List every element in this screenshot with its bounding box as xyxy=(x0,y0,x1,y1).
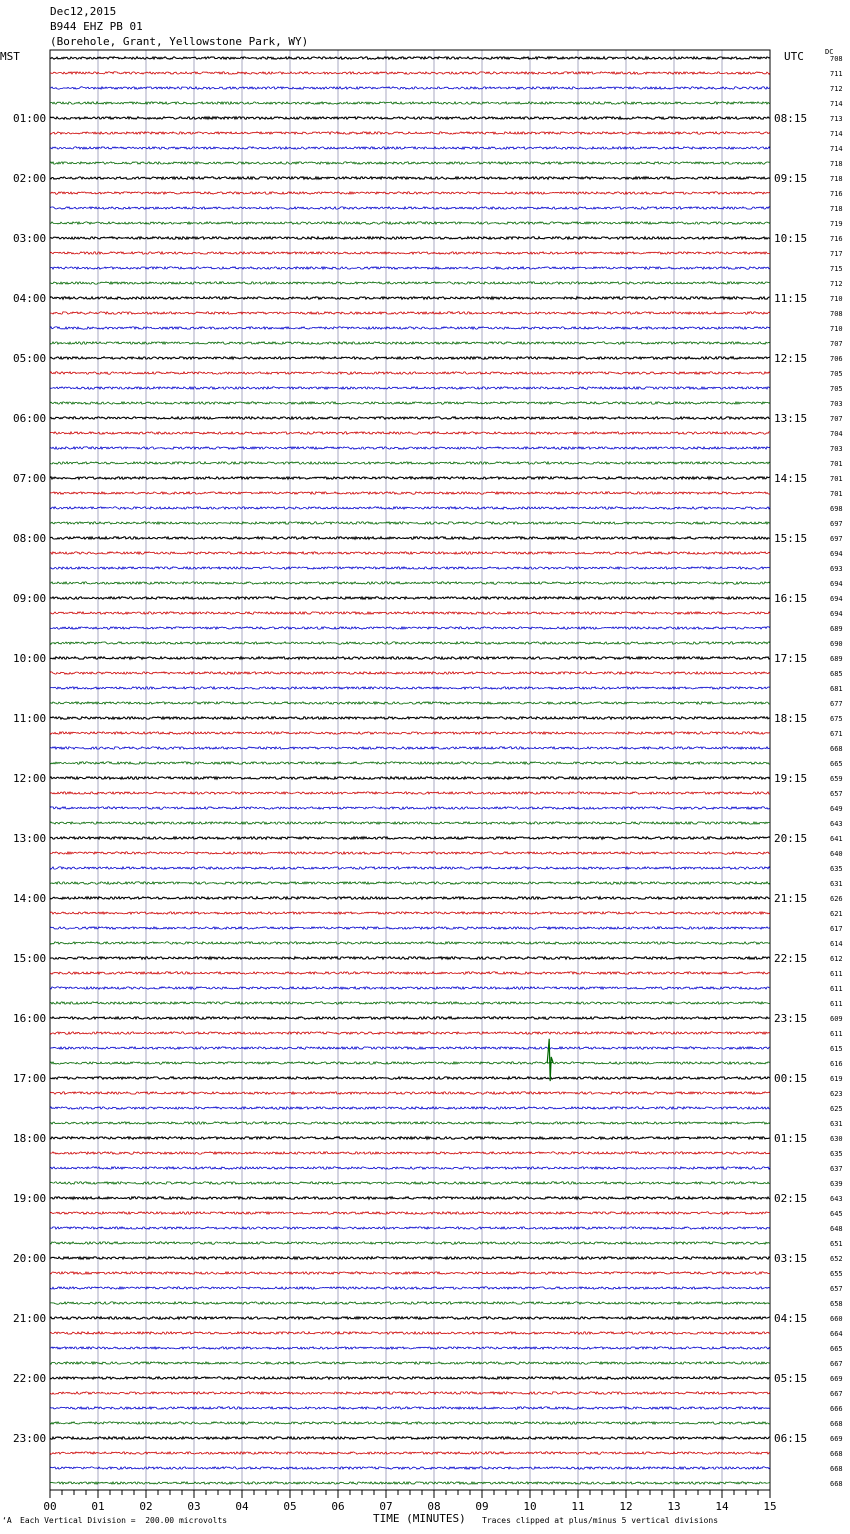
trace-line xyxy=(50,582,770,584)
time-axis-tick-label: 12 xyxy=(619,1500,633,1513)
dc-value-label: 698 xyxy=(830,505,843,513)
trace-line xyxy=(50,732,770,734)
right-hour-label: 12:15 xyxy=(774,352,808,365)
right-timezone-label: UTC xyxy=(784,50,804,63)
trace-line xyxy=(50,1467,770,1469)
dc-value-label: 655 xyxy=(830,1270,843,1278)
right-hour-label: 11:15 xyxy=(774,292,808,305)
left-hour-label: 21:00 xyxy=(13,1312,47,1325)
right-hour-label: 10:15 xyxy=(774,232,808,245)
dc-value-label: 611 xyxy=(830,985,843,993)
dc-value-label: 712 xyxy=(830,280,843,288)
dc-value-label: 657 xyxy=(830,1285,843,1293)
dc-value-label: 716 xyxy=(830,235,843,243)
time-axis-tick-label: 06 xyxy=(331,1500,345,1513)
left-hour-label: 19:00 xyxy=(13,1192,47,1205)
dc-value-label: 631 xyxy=(830,1120,843,1128)
time-axis-tick-label: 02 xyxy=(139,1500,153,1513)
chart-date: Dec12,2015 xyxy=(50,5,117,18)
dc-value-label: 621 xyxy=(830,910,843,918)
trace-line xyxy=(50,1377,770,1379)
left-timezone-label: MST xyxy=(0,50,20,63)
trace-line xyxy=(50,672,770,674)
dc-value-label: 701 xyxy=(830,460,843,468)
trace-line xyxy=(50,132,770,134)
trace-line xyxy=(50,822,770,824)
x-axis-title: TIME (MINUTES) xyxy=(373,1512,466,1525)
trace-line xyxy=(50,462,770,464)
seismic-traces xyxy=(50,57,770,1484)
dc-value-label: 711 xyxy=(830,70,843,78)
right-hour-label: 21:15 xyxy=(774,892,808,905)
trace-line xyxy=(50,1347,770,1349)
time-axis-tick-label: 13 xyxy=(667,1500,681,1513)
left-hour-label: 07:00 xyxy=(13,472,47,485)
right-hour-label: 08:15 xyxy=(774,112,808,125)
dc-value-label: 693 xyxy=(830,565,843,573)
dc-value-label: 635 xyxy=(830,865,843,873)
trace-line xyxy=(50,222,770,224)
dc-value-label: 626 xyxy=(830,895,843,903)
trace-line xyxy=(50,72,770,74)
dc-value-label: 694 xyxy=(830,610,843,618)
trace-line xyxy=(50,972,770,974)
trace-line xyxy=(50,57,770,59)
dc-value-label: 707 xyxy=(830,340,843,348)
trace-line xyxy=(50,957,770,959)
right-hour-label: 06:15 xyxy=(774,1432,808,1445)
trace-line xyxy=(50,342,770,344)
left-hour-label: 22:00 xyxy=(13,1372,47,1385)
left-hour-label: 20:00 xyxy=(13,1252,47,1265)
trace-line xyxy=(50,447,770,449)
dc-value-label: 708 xyxy=(830,310,843,318)
dc-value-label: 701 xyxy=(830,490,843,498)
trace-line xyxy=(50,417,770,419)
seismic-event-spike xyxy=(547,1039,553,1081)
left-hour-label: 15:00 xyxy=(13,952,47,965)
trace-line xyxy=(50,897,770,899)
dc-value-label: 712 xyxy=(830,85,843,93)
trace-line xyxy=(50,162,770,164)
dc-value-label: 657 xyxy=(830,790,843,798)
dc-value-label: 643 xyxy=(830,820,843,828)
right-hour-label: 05:15 xyxy=(774,1372,808,1385)
left-hour-label: 17:00 xyxy=(13,1072,47,1085)
dc-value-label: 616 xyxy=(830,1060,843,1068)
left-hour-label: 23:00 xyxy=(13,1432,47,1445)
trace-line xyxy=(50,717,770,719)
trace-line xyxy=(50,312,770,314)
dc-value-label: 671 xyxy=(830,730,843,738)
time-axis-tick-label: 05 xyxy=(283,1500,297,1513)
time-axis xyxy=(43,1490,776,1513)
right-hour-label: 00:15 xyxy=(774,1072,808,1085)
dc-value-label: 668 xyxy=(830,1420,843,1428)
trace-line xyxy=(50,477,770,479)
right-hour-label: 22:15 xyxy=(774,952,808,965)
trace-line xyxy=(50,1197,770,1199)
right-hour-label: 20:15 xyxy=(774,832,808,845)
trace-line xyxy=(50,597,770,599)
trace-line xyxy=(50,702,770,704)
trace-line xyxy=(50,1017,770,1019)
dc-value-label: 681 xyxy=(830,685,843,693)
trace-line xyxy=(50,507,770,509)
dc-value-label: 669 xyxy=(830,1435,843,1443)
dc-value-label: 701 xyxy=(830,475,843,483)
dc-value-label: 637 xyxy=(830,1165,843,1173)
trace-line xyxy=(50,537,770,539)
trace-line xyxy=(50,297,770,299)
dc-value-label: 614 xyxy=(830,940,843,948)
clip-note: Traces clipped at plus/minus 5 vertical divisions xyxy=(482,1516,719,1525)
dc-value-label: 617 xyxy=(830,925,843,933)
trace-line xyxy=(50,852,770,854)
trace-line xyxy=(50,1092,770,1094)
trace-line xyxy=(50,1137,770,1139)
dc-value-label: 705 xyxy=(830,385,843,393)
dc-value-label: 675 xyxy=(830,715,843,723)
trace-line xyxy=(50,747,770,749)
dc-value-label: 611 xyxy=(830,1000,843,1008)
dc-value-label: 704 xyxy=(830,430,843,438)
right-hour-label: 15:15 xyxy=(774,532,808,545)
trace-line xyxy=(50,567,770,569)
dc-value-label: 719 xyxy=(830,220,843,228)
dc-value-label: 717 xyxy=(830,250,843,258)
trace-line xyxy=(50,282,770,284)
dc-value-label: 666 xyxy=(830,1405,843,1413)
dc-value-label: 706 xyxy=(830,355,843,363)
dc-value-label: 611 xyxy=(830,1030,843,1038)
dc-value-label: 658 xyxy=(830,1300,843,1308)
dc-value-label: 685 xyxy=(830,670,843,678)
trace-line xyxy=(50,102,770,104)
dc-value-label: 630 xyxy=(830,1135,843,1143)
right-hour-label: 14:15 xyxy=(774,472,808,485)
dc-value-label: 713 xyxy=(830,115,843,123)
dc-value-label: 659 xyxy=(830,775,843,783)
trace-line xyxy=(50,1062,770,1064)
dc-value-label: 660 xyxy=(830,1315,843,1323)
right-hour-label: 01:15 xyxy=(774,1132,808,1145)
dc-value-label: 649 xyxy=(830,805,843,813)
trace-line xyxy=(50,372,770,374)
dc-value-label: 689 xyxy=(830,655,843,663)
dc-value-label: 689 xyxy=(830,625,843,633)
vertical-scale-note: Each Vertical Division = 200.00 microvolts xyxy=(20,1516,228,1525)
dc-value-label: 615 xyxy=(830,1045,843,1053)
trace-line xyxy=(50,327,770,329)
right-hour-label: 02:15 xyxy=(774,1192,808,1205)
dc-value-label: 707 xyxy=(830,415,843,423)
trace-line xyxy=(50,252,770,254)
right-hour-label: 09:15 xyxy=(774,172,808,185)
trace-line xyxy=(50,1242,770,1244)
left-hour-label: 13:00 xyxy=(13,832,47,845)
trace-line xyxy=(50,642,770,644)
time-axis-tick-label: 09 xyxy=(475,1500,489,1513)
left-hour-label: 06:00 xyxy=(13,412,47,425)
dc-value-label: 643 xyxy=(830,1195,843,1203)
dc-value-label: 641 xyxy=(830,835,843,843)
trace-line xyxy=(50,1077,770,1079)
trace-line xyxy=(50,627,770,629)
trace-line xyxy=(50,357,770,359)
trace-line xyxy=(50,912,770,914)
dc-value-label: 703 xyxy=(830,445,843,453)
trace-line xyxy=(50,1407,770,1409)
left-hour-label: 04:00 xyxy=(13,292,47,305)
dc-value-label: 668 xyxy=(830,745,843,753)
trace-line xyxy=(50,1422,770,1424)
trace-line xyxy=(50,1047,770,1049)
dc-value-label: 714 xyxy=(830,130,843,138)
left-hour-label: 16:00 xyxy=(13,1012,47,1025)
dc-value-label: 609 xyxy=(830,1015,843,1023)
trace-line xyxy=(50,492,770,494)
dc-value-label: 690 xyxy=(830,640,843,648)
right-hour-label: 18:15 xyxy=(774,712,808,725)
trace-line xyxy=(50,1167,770,1169)
dc-value-label: 710 xyxy=(830,325,843,333)
trace-line xyxy=(50,1002,770,1004)
left-hour-label: 03:00 xyxy=(13,232,47,245)
dc-value-label: 639 xyxy=(830,1180,843,1188)
trace-line xyxy=(50,762,770,764)
trace-line xyxy=(50,1212,770,1214)
dc-value-label: 714 xyxy=(830,100,843,108)
trace-line xyxy=(50,1452,770,1454)
dc-value-label: 669 xyxy=(830,1375,843,1383)
dc-value-label: 667 xyxy=(830,1360,843,1368)
trace-line xyxy=(50,987,770,989)
trace-line xyxy=(50,867,770,869)
dc-value-label: 718 xyxy=(830,160,843,168)
trace-line xyxy=(50,1392,770,1394)
trace-line xyxy=(50,1302,770,1304)
dc-value-label: 665 xyxy=(830,760,843,768)
dc-value-label: 714 xyxy=(830,145,843,153)
trace-line xyxy=(50,402,770,404)
dc-value-label: 708 xyxy=(830,55,843,63)
time-axis-tick-label: 04 xyxy=(235,1500,249,1513)
trace-line xyxy=(50,237,770,239)
time-axis-tick-label: 08 xyxy=(427,1500,441,1513)
dc-value-label: 694 xyxy=(830,595,843,603)
dc-value-label: 715 xyxy=(830,265,843,273)
trace-line xyxy=(50,1362,770,1364)
left-hour-label: 09:00 xyxy=(13,592,47,605)
dc-value-label: 668 xyxy=(830,1480,843,1488)
trace-line xyxy=(50,387,770,389)
dc-value-label: 703 xyxy=(830,400,843,408)
trace-line xyxy=(50,657,770,659)
dc-value-label: 635 xyxy=(830,1150,843,1158)
trace-line xyxy=(50,267,770,269)
dc-value-label: 677 xyxy=(830,700,843,708)
time-axis-tick-label: 01 xyxy=(91,1500,105,1513)
left-hour-label: 10:00 xyxy=(13,652,47,665)
dc-value-label: 623 xyxy=(830,1090,843,1098)
trace-line xyxy=(50,117,770,119)
trace-line xyxy=(50,1272,770,1274)
trace-line xyxy=(50,1122,770,1124)
trace-line xyxy=(50,927,770,929)
dc-value-label: 694 xyxy=(830,580,843,588)
dc-value-label: 694 xyxy=(830,550,843,558)
left-hour-label: 18:00 xyxy=(13,1132,47,1145)
trace-line xyxy=(50,807,770,809)
dc-value-label: 710 xyxy=(830,295,843,303)
trace-line xyxy=(50,1182,770,1184)
time-axis-tick-label: 10 xyxy=(523,1500,537,1513)
dc-value-label: 718 xyxy=(830,205,843,213)
trace-line xyxy=(50,522,770,524)
time-axis-tick-label: 07 xyxy=(379,1500,393,1513)
trace-line xyxy=(50,1107,770,1109)
dc-value-label: 668 xyxy=(830,1465,843,1473)
right-hour-label: 19:15 xyxy=(774,772,808,785)
trace-line xyxy=(50,1317,770,1319)
time-axis-tick-label: 14 xyxy=(715,1500,729,1513)
left-hour-label: 08:00 xyxy=(13,532,47,545)
trace-line xyxy=(50,1437,770,1439)
time-axis-tick-label: 11 xyxy=(571,1500,585,1513)
right-hour-label: 16:15 xyxy=(774,592,808,605)
left-hour-label: 05:00 xyxy=(13,352,47,365)
dc-value-label: 651 xyxy=(830,1240,843,1248)
dc-value-label: 640 xyxy=(830,850,843,858)
trace-line xyxy=(50,192,770,194)
right-hour-label: 23:15 xyxy=(774,1012,808,1025)
dc-column-label: DC xyxy=(825,48,834,56)
right-hour-label: 17:15 xyxy=(774,652,808,665)
time-axis-tick-label: 00 xyxy=(43,1500,57,1513)
left-hour-label: 01:00 xyxy=(13,112,47,125)
dc-value-label: 625 xyxy=(830,1105,843,1113)
dc-value-label: 668 xyxy=(830,1450,843,1458)
dc-value-label: 718 xyxy=(830,175,843,183)
left-hour-label: 12:00 xyxy=(13,772,47,785)
left-hour-label: 11:00 xyxy=(13,712,47,725)
right-hour-label: 04:15 xyxy=(774,1312,808,1325)
trace-line xyxy=(50,177,770,179)
trace-line xyxy=(50,87,770,89)
right-hour-label: 13:15 xyxy=(774,412,808,425)
trace-line xyxy=(50,1152,770,1154)
trace-line xyxy=(50,942,770,944)
dc-value-label: 648 xyxy=(830,1225,843,1233)
right-hour-label: 03:15 xyxy=(774,1252,808,1265)
trace-line xyxy=(50,1482,770,1484)
trace-line xyxy=(50,552,770,554)
dc-value-label: 611 xyxy=(830,970,843,978)
trace-line xyxy=(50,1257,770,1259)
time-axis-tick-label: 15 xyxy=(763,1500,777,1513)
trace-line xyxy=(50,687,770,689)
trace-line xyxy=(50,882,770,884)
dc-value-label: 705 xyxy=(830,370,843,378)
corner-mark: ‘A xyxy=(2,1516,12,1525)
trace-line xyxy=(50,207,770,209)
dc-value-label: 697 xyxy=(830,535,843,543)
dc-value-label: 645 xyxy=(830,1210,843,1218)
trace-line xyxy=(50,1032,770,1034)
dc-value-label: 619 xyxy=(830,1075,843,1083)
station-code: B944 EHZ PB 01 xyxy=(50,20,143,33)
time-axis-tick-label: 03 xyxy=(187,1500,201,1513)
trace-line xyxy=(50,837,770,839)
trace-line xyxy=(50,1227,770,1229)
trace-line xyxy=(50,792,770,794)
dc-value-label: 664 xyxy=(830,1330,843,1338)
trace-line xyxy=(50,1287,770,1289)
left-hour-label: 14:00 xyxy=(13,892,47,905)
dc-value-label: 697 xyxy=(830,520,843,528)
dc-value-label: 716 xyxy=(830,190,843,198)
dc-value-label: 631 xyxy=(830,880,843,888)
dc-value-label: 665 xyxy=(830,1345,843,1353)
trace-line xyxy=(50,432,770,434)
trace-line xyxy=(50,147,770,149)
station-location: (Borehole, Grant, Yellowstone Park, WY) xyxy=(50,35,309,48)
trace-line xyxy=(50,777,770,779)
dc-value-label: 652 xyxy=(830,1255,843,1263)
trace-line xyxy=(50,1332,770,1334)
left-hour-label: 02:00 xyxy=(13,172,47,185)
trace-line xyxy=(50,612,770,614)
dc-value-label: 667 xyxy=(830,1390,843,1398)
dc-value-label: 612 xyxy=(830,955,843,963)
